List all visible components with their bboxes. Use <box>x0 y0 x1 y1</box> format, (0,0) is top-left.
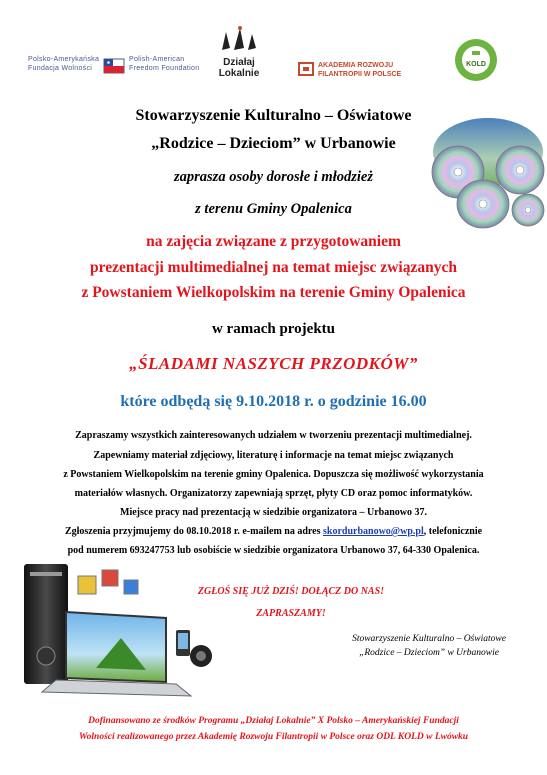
invite-line2: z terenu Gminy Opalenica <box>195 201 352 217</box>
invite-line1: zaprasza osoby dorosłe i młodzież <box>174 169 373 185</box>
hands-icon <box>216 26 262 52</box>
footer-line1: Dofinansowano ze środków Programu „Działaj Lokalnie” X Polsko – Amerykańskiej Fundacji <box>88 716 459 726</box>
pafw-logo-line2: Fundacja Wolności <box>28 65 93 72</box>
paff-logo-line1: Polish-American <box>129 56 185 63</box>
email-link[interactable]: skordurbanowo@wp.pl <box>323 526 424 537</box>
paff-flag-icon <box>103 56 125 81</box>
event-date-line: które odbędą się 9.10.2018 r. o godzinie 16.00 <box>120 393 427 410</box>
dzialaj-line2: Lokalnie <box>218 68 260 79</box>
project-label: w ramach projektu <box>211 321 336 337</box>
project-name: „ŚLADAMI NASZYCH PRZODKÓW” <box>129 354 418 373</box>
body-line2: Zapewniamy materiał zdjęciowy, literaturę i informacje na temat miejsc związanych <box>93 450 454 461</box>
org-name-line2: „Rodzice – Dzieciom” w Urbanowie <box>151 135 396 152</box>
akademia-line1: AKADEMIA ROZWOJU <box>318 62 394 69</box>
pafw-logo-line1: Polsko-Amerykańska <box>28 56 100 63</box>
body-line4: materiałów własnych. Organizatorzy zapewniają sprzęt, płyty CD oraz pomoc informatyków. <box>74 488 473 499</box>
footer-line2: Wolności realizowanego przez Akademię Rozwoju Filantropii w Polsce oraz ODL KOLD w Lwówku <box>78 732 469 742</box>
body-line6 <box>0 522 547 542</box>
paff-logo <box>129 55 199 73</box>
topic-line2: prezentacji multimedialnej na temat miejsc związanych <box>90 259 457 276</box>
paff-logo-line2: Freedom Foundation <box>129 65 200 72</box>
signature-line1: Stowarzyszenie Kulturalno – Oświatowe <box>352 634 506 644</box>
call-line1: ZGŁOŚ SIĘ JUŻ DZIŚ! DOŁĄCZ DO NAS! <box>197 586 385 597</box>
akademia-icon <box>298 62 314 81</box>
computer-montage-image <box>16 556 216 711</box>
kold-label: KOLD <box>466 61 486 68</box>
topic-line3: z Powstaniem Wielkopolskim na terenie Gminy Opalenica <box>81 284 466 301</box>
kold-logo <box>453 37 499 88</box>
akademia-logo <box>318 61 401 79</box>
akademia-line2: FILANTROPII W POLSCE <box>318 71 402 78</box>
body-line5: Miejsce pracy nad prezentacją w siedzibie organizatora – Urbanowo 37. <box>120 507 427 518</box>
body-line1: Zapraszamy wszystkich zainteresowanych udziałem w tworzeniu prezentacji multimedialnej. <box>75 430 472 441</box>
body-line6-post: , telefonicznie <box>423 526 483 537</box>
body-line7: pod numerem 693247753 lub osobiście w siedzibie organizatora Urbanowo 37, 64-330 Opalenica. <box>67 545 480 556</box>
pafw-logo <box>28 55 99 73</box>
topic-line1: na zajęcia związane z przygotowaniem <box>146 233 401 250</box>
signature-line2: „Rodzice – Dzieciom” w Urbanowie <box>359 648 499 658</box>
body-line6-pre: Zgłoszenia przyjmujemy do 08.10.2018 r. e-mailem na adres <box>64 526 323 537</box>
dzialaj-lokalnie-logo <box>216 26 262 78</box>
dzialaj-line1: Działaj <box>223 57 255 68</box>
org-name-line1: Stowarzyszenie Kulturalno – Oświatowe <box>135 107 412 124</box>
call-line2: ZAPRASZAMY! <box>256 608 326 619</box>
body-line3: z Powstaniem Wielkopolskim na terenie gminy Opalenica. Dopuszcza się możliwość wykorzystania <box>63 469 484 480</box>
